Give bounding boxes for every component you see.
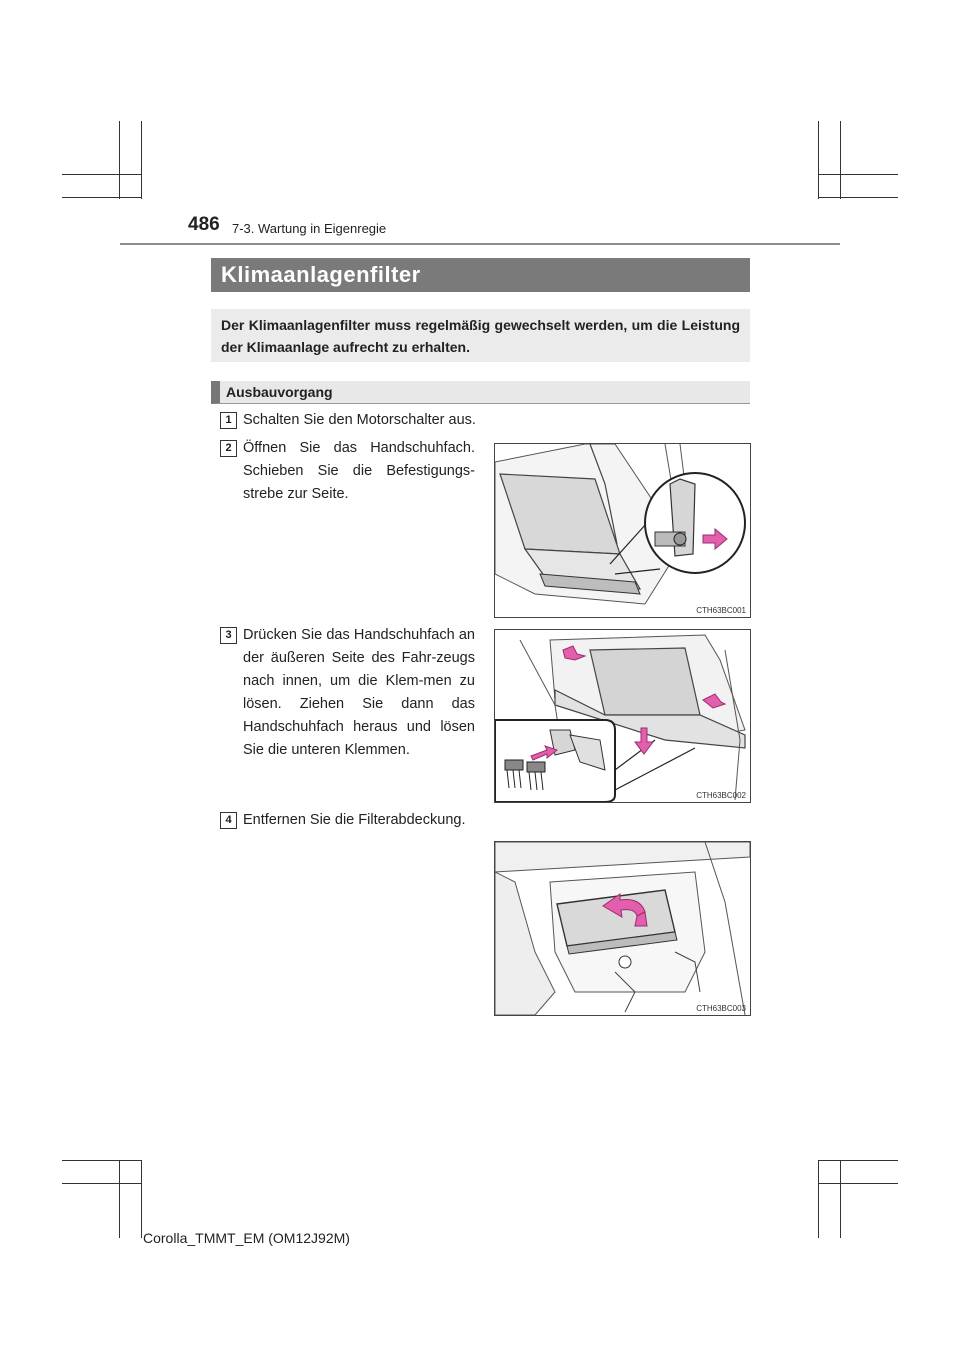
figure-code: CTH63BC002 xyxy=(696,791,746,800)
figure-filter-cover xyxy=(494,841,751,1016)
header-divider xyxy=(120,243,840,245)
glovebox-clips-illustration xyxy=(495,630,750,802)
crop-mark xyxy=(818,1160,819,1238)
step-text-3: Drücken Sie das Handschuhfach an der äußeren Seite des Fahr-zeugs nach innen, um die Klem-men zu lösen. Ziehen Sie dann das Handschuhfach heraus und lösen Sie die unteren Klemmen. xyxy=(243,627,475,758)
step-number-4: 4 xyxy=(220,812,237,829)
crop-mark xyxy=(62,174,142,175)
crop-mark xyxy=(141,1160,142,1238)
filter-cover-illustration xyxy=(495,842,750,1015)
crop-mark xyxy=(62,197,142,198)
figure-code: CTH63BC001 xyxy=(696,606,746,615)
crop-mark xyxy=(840,121,841,199)
step-text-2: Öffnen Sie das Handschuhfach. Schieben Sie die Befestigungs-strebe zur Seite. xyxy=(243,440,475,502)
intro-box: Der Klimaanlagenfilter muss regelmäßig gewechselt werden, um die Leistung der Klimaanlage aufrecht zu erhalten. xyxy=(211,309,750,362)
crop-mark xyxy=(818,174,898,175)
step-text-1: Schalten Sie den Motorschalter aus. xyxy=(243,412,476,428)
step-number-3: 3 xyxy=(220,627,237,644)
crop-mark xyxy=(818,197,898,198)
page-title: Klimaanlagenfilter xyxy=(211,258,750,292)
subsection-heading: Ausbauvorgang xyxy=(211,381,750,404)
crop-mark xyxy=(818,1160,898,1161)
crop-mark xyxy=(141,121,142,199)
figure-code: CTH63BC003 xyxy=(696,1004,746,1013)
footer-document-id: Corolla_TMMT_EM (OM12J92M) xyxy=(143,1230,350,1246)
figure-glovebox-open xyxy=(494,443,751,618)
crop-mark xyxy=(62,1183,142,1184)
crop-mark xyxy=(119,1160,120,1238)
step-number-1: 1 xyxy=(220,412,237,429)
crop-mark xyxy=(818,1183,898,1184)
crop-mark xyxy=(119,121,120,199)
step-text-4: Entfernen Sie die Filterabdeckung. xyxy=(243,812,466,828)
page-number: 486 xyxy=(188,214,220,235)
step-number-2: 2 xyxy=(220,440,237,457)
crop-mark xyxy=(840,1160,841,1238)
section-reference: 7-3. Wartung in Eigenregie xyxy=(232,221,387,236)
crop-mark xyxy=(818,121,819,199)
glovebox-open-illustration xyxy=(495,444,750,617)
crop-mark xyxy=(62,1160,142,1161)
figure-glovebox-clips xyxy=(494,629,751,803)
